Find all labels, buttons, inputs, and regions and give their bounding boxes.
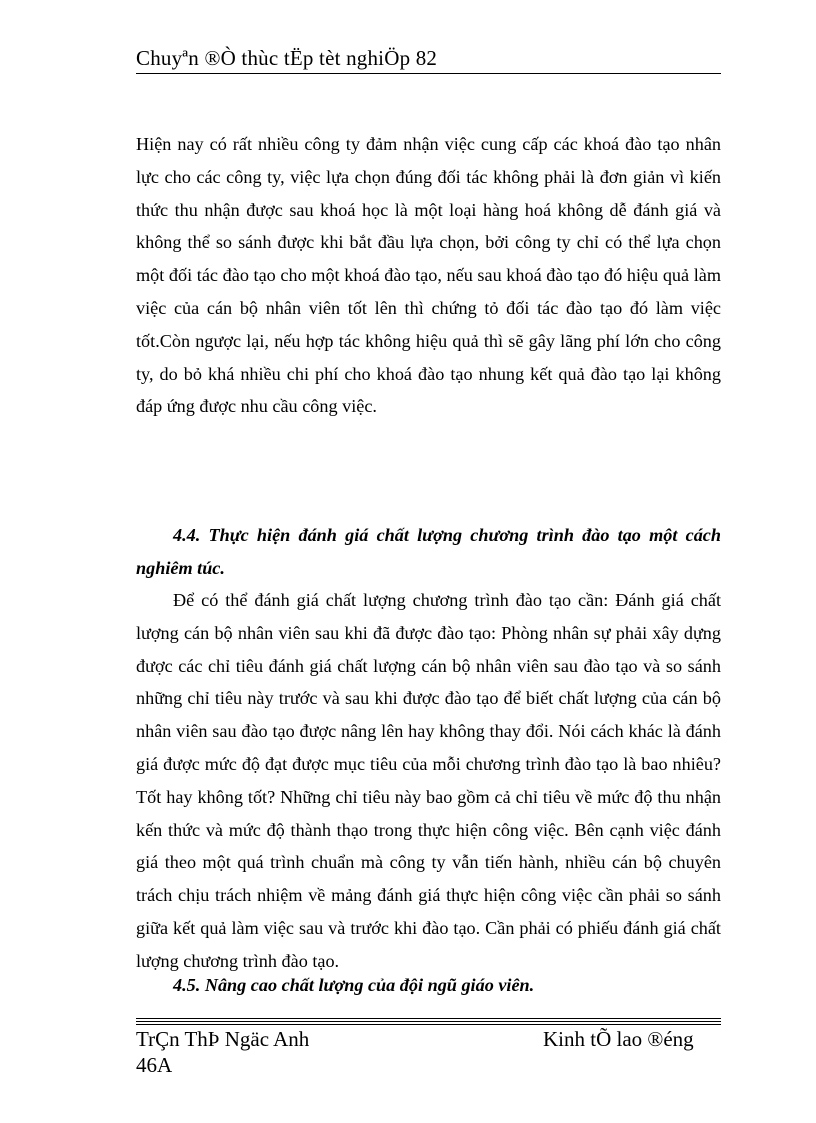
- body-paragraph: Hiện nay có rất nhiều công ty đảm nhận việc cung cấp các khoá đào tạo nhân lực cho các công ty, việc lựa chọn đúng đối tác không phải là đơn giản vì kiến thức thu nhận được sau khoá học là một loại hàng hoá không dễ đánh giá và không thể so sánh được khi bắt đầu lựa chọn, bởi công ty chỉ có thể lựa chọn một đối tác đào tạo cho một khoá đào tạo, nếu sau khoá đào tạo đó hiệu quả làm việc của cán bộ nhân viên tốt lên thì chứng tỏ đối tác đào tạo đó làm việc tốt.Còn ngược lại, nếu hợp tác không hiệu quả thì sẽ gây lãng phí lớn cho công ty, do bỏ khá nhiều chi phí cho khoá đào tạo nhung kết quả đào tạo lại không đáp ứng được nhu cầu công việc.: [136, 134, 721, 417]
- body-paragraph: Để có thể đánh giá chất lượng chương trình đào tạo cần: Đánh giá chất lượng cán bộ nhân viên sau khi đã được đào tạo: Phòng nhân sự phải xây dựng được các chỉ tiêu đánh giá chất lượng cán bộ nhân viên sau đào tạo và so sánh những chỉ tiêu này trước và sau khi được đào tạo để biết chất lượng của cán bộ nhân viên sau đào tạo được nâng lên hay không thay đổi. Nói cách khác là đánh giá được mức độ đạt được mục tiêu của mỗi chương trình đào tạo là bao nhiêu? Tốt hay không tốt? Những chỉ tiêu này bao gồm cả chỉ tiêu về mức độ thu nhận kến thức và mức độ thành thạo trong thực hiện công việc. Bên cạnh việc đánh giá theo một quá trình chuẩn mà công ty vẫn tiến hành, nhiều cán bộ chuyên trách chịu trách nhiệm về mảng đánh giá thực hiện công việc cần phải so sánh giữa kết quả làm việc sau và trước khi đào tạo. Cần phải có phiếu đánh giá chất lượng chương trình đào tạo.: [136, 590, 721, 971]
- footer-rule: [136, 1021, 721, 1022]
- footer-class: 46A: [136, 1053, 173, 1077]
- footer-rule: [136, 1018, 721, 1019]
- footer-department: Kinh tÕ lao ®éng: [543, 1027, 694, 1051]
- footer-rule: [136, 1024, 721, 1025]
- footer-author: TrÇn ThÞ Ngäc Anh: [136, 1027, 310, 1051]
- header-rule: [136, 73, 721, 74]
- section-heading-4-4: 4.4. Thực hiện đánh giá chất lượng chương trình đào tạo một cách nghiêm túc.: [136, 525, 721, 578]
- running-header: Chuyªn ®Ò thùc tËp tèt nghiÖp 82: [136, 46, 438, 70]
- section-heading-4-5: 4.5. Nâng cao chất lượng của đội ngũ giáo viên.: [173, 975, 535, 995]
